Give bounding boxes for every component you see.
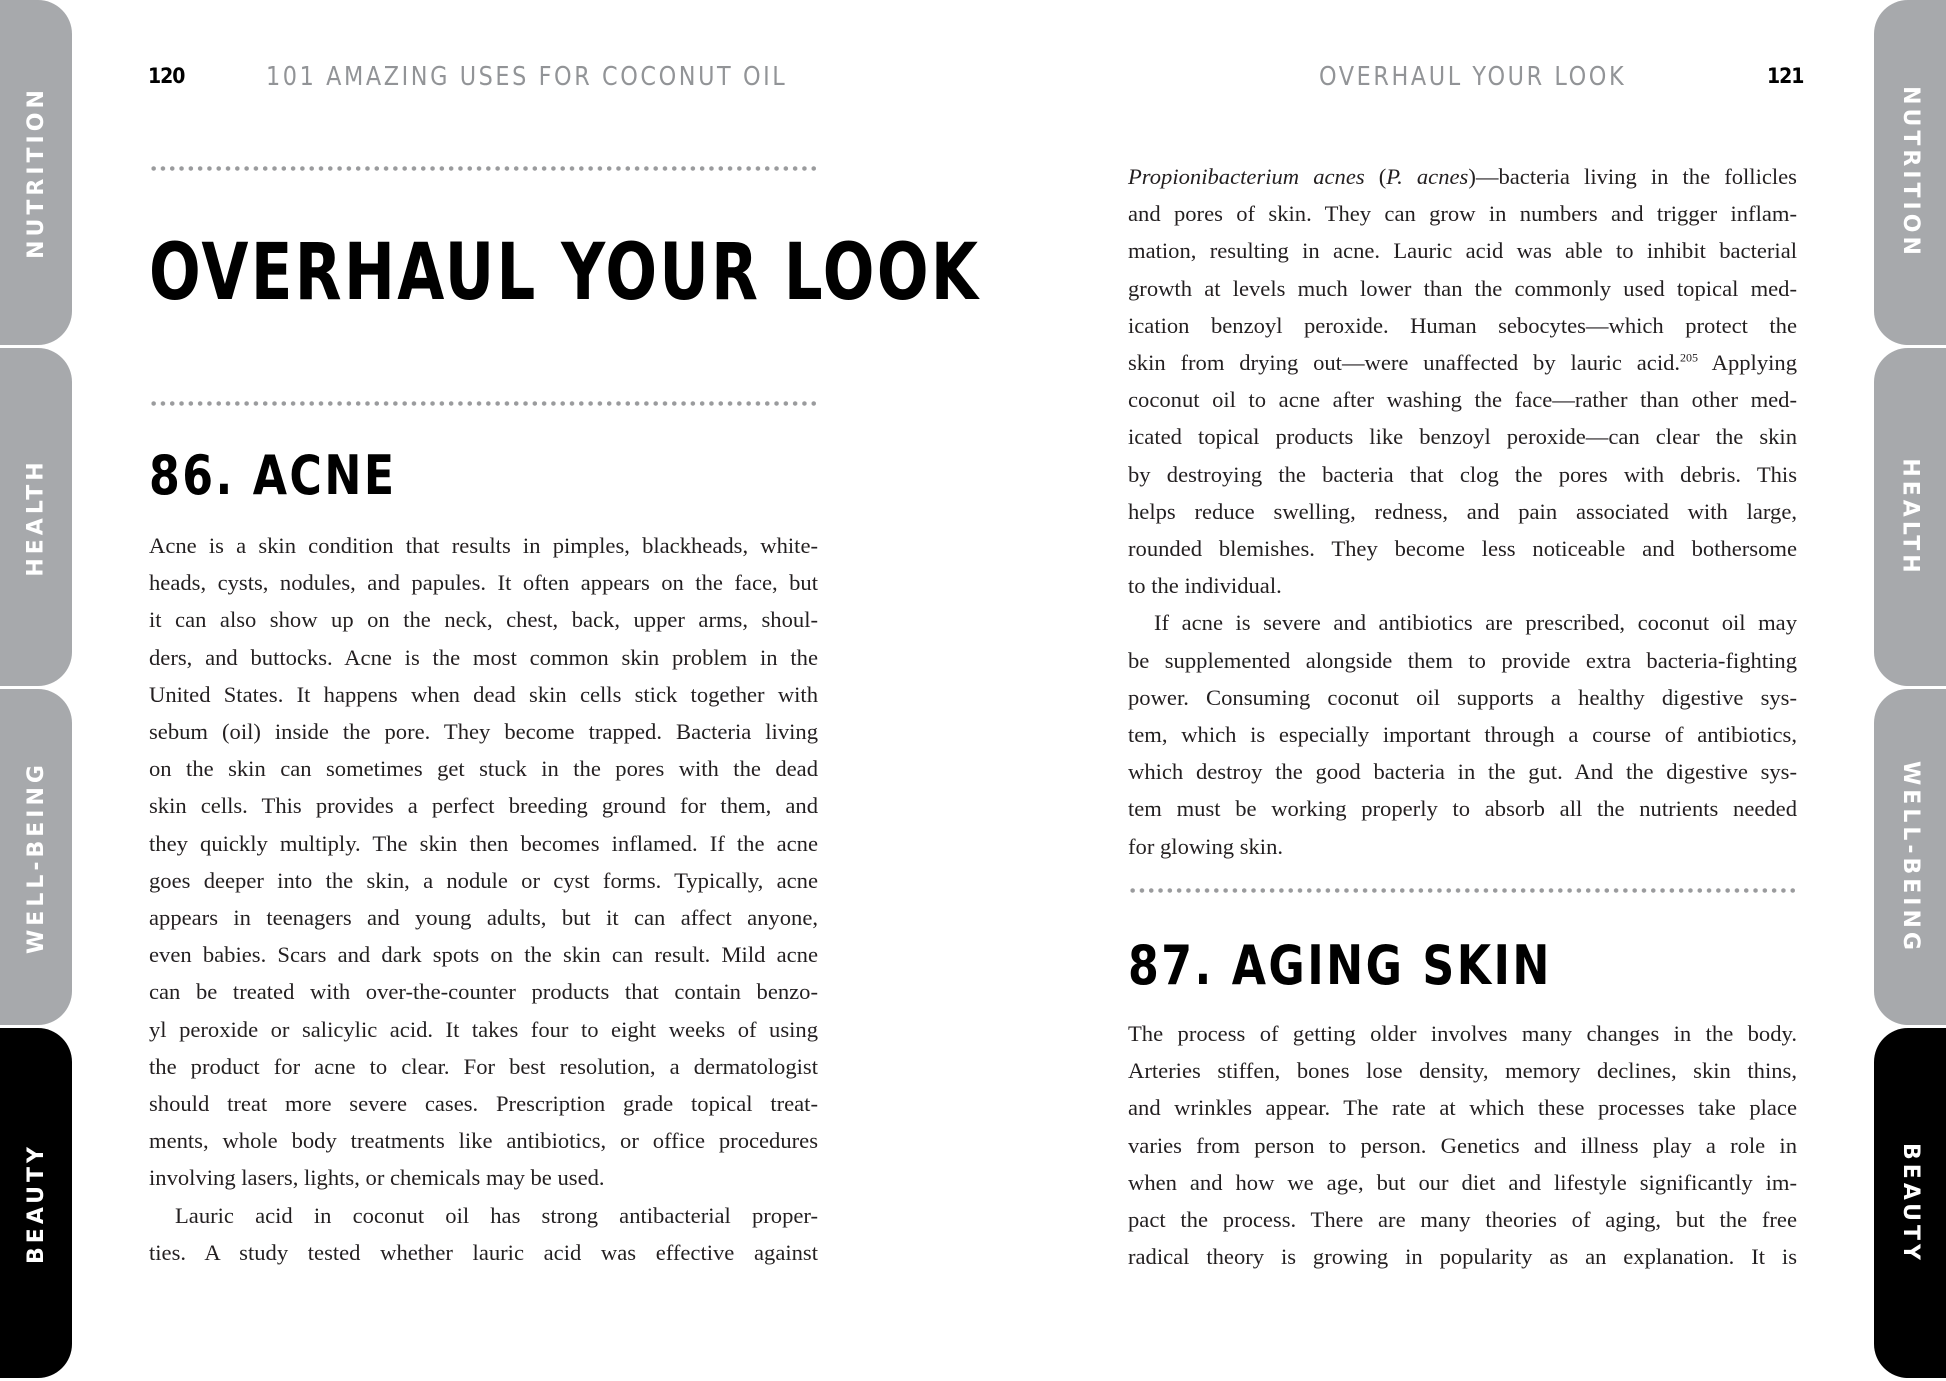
text-run: )—bacteria living in the follicles	[1468, 164, 1797, 189]
running-head: 101 AMAZING USES FOR COCONUT OIL	[266, 62, 788, 92]
tab-beauty-left[interactable]	[0, 1028, 72, 1378]
text-line: by destroying the bacteria that clog the pores with debris. This	[1128, 461, 1797, 487]
text-line: Acne is a skin condition that results in pimples, blackheads, white-	[149, 533, 818, 558]
text-line: ments, whole body treatments like antibiotics, or office procedures	[149, 1128, 818, 1154]
paragraph	[149, 1197, 818, 1271]
tab-label: WELL-BEING	[23, 760, 49, 954]
text-line: yl peroxide or salicylic acid. It takes four to eight weeks of using	[149, 1016, 818, 1042]
text-line: pact the process. There are many theories of aging, but the free	[1128, 1207, 1797, 1233]
page-number: 120	[148, 64, 185, 88]
section-title: 87. AGING SKIN	[1128, 934, 1552, 997]
text-line: when and how we age, but our diet and lifestyle significantly im-	[1128, 1169, 1797, 1195]
text-line: which destroy the good bacteria in the gut. And the digestive sys-	[1128, 759, 1797, 785]
tab-health-left[interactable]	[0, 348, 72, 686]
tab-nutrition-right[interactable]	[1874, 0, 1946, 345]
text-line: sebum (oil) inside the pore. They become trapped. Bacteria living	[149, 719, 818, 745]
tab-label: WELL-BEING	[1897, 760, 1923, 954]
text-line	[1128, 344, 1797, 381]
text-line: The process of getting older involves many changes in the body.	[1128, 1021, 1797, 1046]
text-line: growth at levels much lower than the commonly used topical med-	[1128, 275, 1797, 301]
paragraph	[1128, 1015, 1797, 1275]
text-line: tem, which is especially important through a course of antibiotics,	[1128, 722, 1797, 748]
text-line: heads, cysts, nodules, and papules. It often appears on the face, but	[149, 570, 818, 596]
text-line: ties. A study tested whether lauric acid was effective against	[149, 1239, 818, 1265]
tab-label: BEAUTY	[1897, 1142, 1923, 1264]
text-line: helps reduce swelling, redness, and pain associated with large,	[1128, 498, 1797, 524]
tab-nutrition-left[interactable]	[0, 0, 72, 345]
body-text-left	[149, 527, 818, 1271]
body-text-right-section	[1128, 1015, 1797, 1275]
section-title: 86. ACNE	[149, 444, 397, 507]
text-line: skin cells. This provides a perfect breeding ground for them, and	[149, 793, 818, 819]
tab-well-being-left[interactable]	[0, 689, 72, 1025]
text-line: and pores of skin. They can grow in numbers and trigger inflam-	[1128, 201, 1797, 227]
text-line: radical theory is growing in popularity as an explanation. It is	[1128, 1244, 1797, 1270]
text-line: United States. It happens when dead skin cells stick together with	[149, 681, 818, 707]
paragraph	[149, 527, 818, 1197]
italic-term: Propionibacterium acnes	[1128, 164, 1365, 189]
text-line: for glowing skin.	[1128, 833, 1284, 859]
page-number: 121	[1767, 64, 1804, 88]
text-line: they quickly multiply. The skin then becomes inflamed. If the acne	[149, 830, 818, 856]
text-line: ders, and buttocks. Acne is the most common skin problem in the	[149, 644, 818, 670]
tab-label: NUTRITION	[23, 86, 49, 259]
italic-term: P. acnes	[1386, 164, 1469, 189]
text-line: even babies. Scars and dark spots on the skin can result. Mild acne	[149, 942, 818, 968]
text-line: rounded blemishes. They become less noticeable and bothersome	[1128, 536, 1797, 562]
text-line: icated topical products like benzoyl peroxide—can clear the skin	[1128, 424, 1797, 450]
text-line: ication benzoyl peroxide. Human sebocytes—which protect the	[1128, 312, 1797, 338]
text-line	[1128, 158, 1797, 195]
text-line: and wrinkles appear. The rate at which these processes take place	[1128, 1095, 1797, 1121]
text-line: should treat more severe cases. Prescription grade topical treat-	[149, 1091, 818, 1117]
running-head: OVERHAUL YOUR LOOK	[1319, 62, 1627, 92]
tab-label: NUTRITION	[1897, 86, 1923, 259]
text-line: on the skin can sometimes get stuck in the pores with the dead	[149, 756, 818, 782]
tab-label: HEALTH	[1897, 457, 1923, 577]
paragraph	[1128, 158, 1797, 604]
text-run: Applying	[1698, 350, 1797, 376]
dotted-divider	[149, 401, 819, 406]
text-line: If acne is severe and antibiotics are prescribed, coconut oil may	[1154, 610, 1797, 636]
chapter-title: OVERHAUL YOUR LOOK	[149, 228, 981, 318]
dotted-divider	[1128, 888, 1798, 893]
text-line: mation, resulting in acne. Lauric acid was able to inhibit bacterial	[1128, 238, 1797, 264]
text-line: the product for acne to clear. For best resolution, a dermatologist	[149, 1053, 818, 1079]
text-run: (	[1364, 164, 1387, 189]
text-line: tem must be working properly to absorb all the nutrients needed	[1128, 796, 1797, 822]
text-line: appears in teenagers and young adults, but it can affect anyone,	[149, 905, 818, 931]
text-line: it can also show up on the neck, chest, back, upper arms, shoul-	[149, 607, 818, 633]
text-line: to the individual.	[1128, 573, 1282, 599]
text-line: Arteries stiffen, bones lose density, memory declines, skin thins,	[1128, 1058, 1797, 1084]
text-line: power. Consuming coconut oil supports a healthy digestive sys-	[1128, 684, 1797, 710]
tab-beauty-right[interactable]	[1874, 1028, 1946, 1378]
text-line: be supplemented alongside them to provide extra bacteria-fighting	[1128, 647, 1797, 673]
tab-well-being-right[interactable]	[1874, 689, 1946, 1025]
tab-health-right[interactable]	[1874, 348, 1946, 686]
tab-label: BEAUTY	[23, 1142, 49, 1264]
text-line: can be treated with over-the-counter products that contain benzo-	[149, 979, 818, 1005]
text-line: varies from person to person. Genetics and illness play a role in	[1128, 1132, 1797, 1158]
footnote-reference[interactable]: 205	[1680, 350, 1699, 365]
text-run: skin from drying out—were unaffected by lauric acid.	[1128, 350, 1681, 376]
text-line: coconut oil to acne after washing the face—rather than other med-	[1128, 387, 1797, 413]
dotted-divider	[149, 166, 819, 171]
body-text-right-continued	[1128, 158, 1797, 865]
text-line: goes deeper into the skin, a nodule or cyst forms. Typically, acne	[149, 867, 818, 893]
text-line: Lauric acid in coconut oil has strong antibacterial proper-	[175, 1202, 818, 1228]
paragraph	[1128, 604, 1797, 864]
text-line: involving lasers, lights, or chemicals may be used.	[149, 1165, 605, 1191]
tab-label: HEALTH	[23, 457, 49, 577]
